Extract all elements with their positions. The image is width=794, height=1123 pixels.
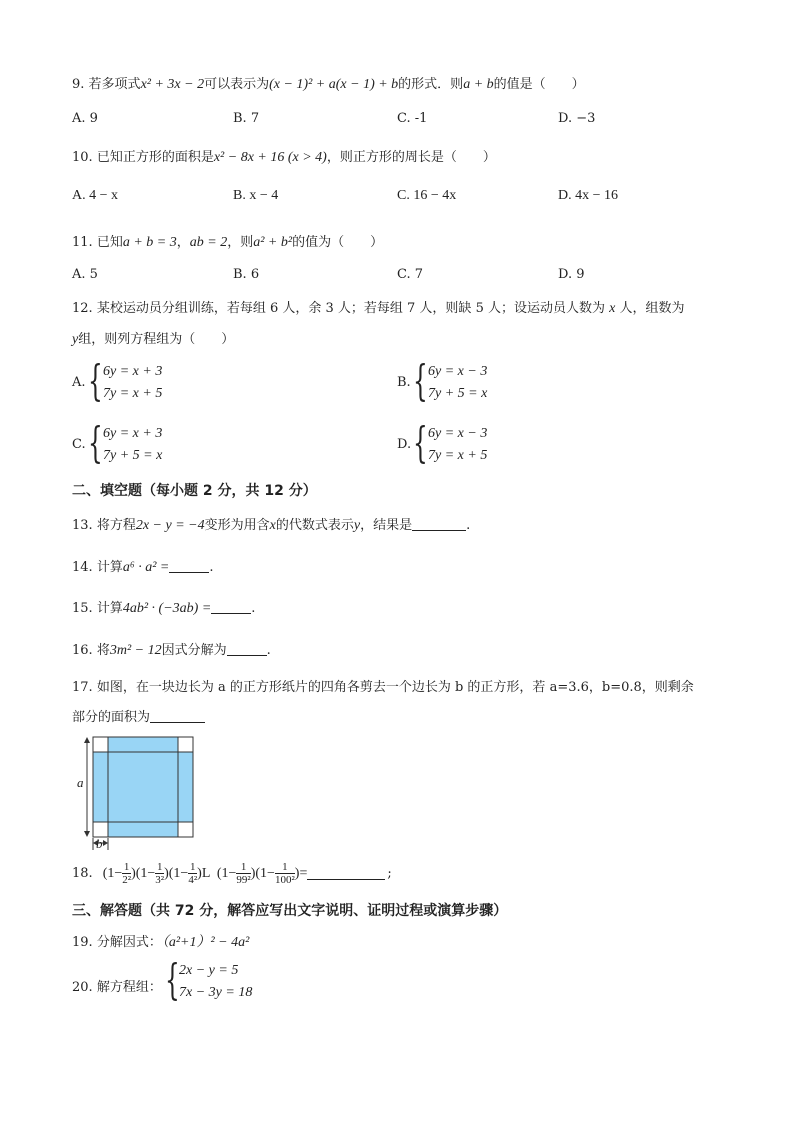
question-12-line-1	[72, 297, 685, 317]
q18-end: ;	[387, 866, 392, 881]
q12-option-b-system	[428, 361, 487, 405]
q12-option-d-brace: {	[413, 418, 428, 467]
q11-text-3: ，则	[227, 235, 254, 250]
q13-var-y: y	[353, 518, 361, 533]
question-10	[72, 146, 496, 166]
q12-option-c-label: C.	[72, 437, 86, 452]
q19-expr: （a²+1）² − 4a²	[161, 935, 250, 950]
q12-option-d-label: D.	[397, 437, 412, 452]
q14-end: .	[209, 560, 214, 575]
q9-option-d: D. −3	[558, 111, 596, 126]
q12-option-b-label: B.	[397, 375, 411, 390]
question-9	[72, 73, 585, 93]
q12-text-1: 某校运动员分组训练，若每组 6 人，余 3 人；若每组 7 人，则缺 5 人；设运动员人数为	[96, 301, 605, 316]
q11-text-2: ，	[176, 235, 190, 250]
q10-option-b: B. x − 4	[233, 188, 279, 203]
q16-expr: 3m² − 12	[109, 643, 162, 658]
q11-option-d: D. 9	[558, 267, 585, 282]
q17-corner-square-br	[178, 822, 193, 837]
q20-brace: {	[165, 955, 180, 1004]
q15-end: .	[251, 601, 256, 616]
q12-option-a-eq2: 7y = x + 5	[103, 386, 163, 401]
q13-text-4: ，结果是	[360, 518, 413, 533]
section-2-heading: 二、填空题（每小题 2 分，共 12 分）	[72, 483, 317, 499]
q18-fraction-2: $\frac{1}{\text{3²}}$	[155, 861, 165, 886]
q16-end: .	[266, 643, 271, 658]
q13-answer-blank[interactable]	[412, 518, 466, 531]
question-14	[72, 556, 214, 576]
q18-fraction-1: $\frac{1}{\text{2²}}$	[122, 861, 132, 886]
q13-text-2: 变形为用含	[204, 518, 270, 533]
question-19	[72, 931, 249, 951]
q20-eq1: 2x − y = 5	[179, 963, 239, 978]
q17-label-b: b	[96, 836, 103, 851]
q10-expr-1: x² − 8x + 16 (x > 4)	[213, 150, 327, 165]
q20-text-1: 解方程组：	[96, 980, 162, 995]
q12-option-b-eq2: 7y + 5 = x	[428, 386, 488, 401]
q12-text-2: 组，则列方程组为（ ）	[78, 332, 235, 347]
question-17-line-1	[72, 676, 694, 695]
q14-number: 14.	[72, 560, 93, 575]
q12-option-a-label: A.	[72, 375, 86, 390]
q11-text-4: 的值为（ ）	[292, 235, 384, 250]
q15-answer-blank[interactable]	[211, 601, 251, 614]
q11-number: 11.	[72, 235, 93, 250]
q12-option-a-eq1: 6y = x + 3	[103, 364, 163, 379]
q18-part-0: (1−	[102, 865, 123, 881]
q9-option-c: C. -1	[397, 111, 428, 126]
q9-text-1: 若多项式	[88, 77, 141, 92]
q16-text-2: 因式分解为	[161, 643, 227, 658]
q11-text-1: 已知	[96, 235, 123, 250]
q10-text-2: ，则正方形的周长是（ ）	[326, 150, 496, 165]
q20-system	[179, 960, 252, 1004]
q17-square-figure	[72, 732, 198, 852]
q13-number: 13.	[72, 518, 93, 533]
q9-expr-2: (x − 1)² + a(x − 1) + b	[269, 77, 399, 92]
q12-var-x: x	[609, 301, 616, 316]
q10-option-c: C. 16 − 4x	[397, 188, 457, 203]
question-13	[72, 514, 470, 534]
q12-option-d-system	[428, 423, 487, 467]
q12-option-a-brace: {	[88, 356, 103, 405]
q11-option-b: B. 6	[233, 267, 260, 282]
q11-option-a: A. 5	[72, 267, 98, 282]
q17-label-a: a	[77, 775, 84, 790]
q9-expr-3: a + b	[463, 77, 494, 92]
q9-expr-1: x² + 3x − 2	[140, 77, 205, 92]
q19-text-1: 分解因式：	[96, 935, 162, 950]
q16-text-1: 将	[96, 643, 110, 658]
q13-var-x: x	[269, 518, 276, 533]
question-18	[72, 861, 392, 886]
q12-option-a-system	[103, 361, 162, 405]
q11-expr-3: a² + b²	[253, 235, 293, 250]
q11-expr-2: ab = 2	[189, 235, 228, 250]
q13-end: .	[466, 518, 471, 533]
q18-part-9: )L (1−	[197, 865, 237, 881]
question-16	[72, 639, 271, 659]
question-15	[72, 597, 255, 617]
q12-option-c-eq2: 7y + 5 = x	[103, 448, 163, 463]
q17-text-1: 如图，在一块边长为 a 的正方形纸片的四角各剪去一个边长为 b 的正方形，若 a=3.6，b=0.8，则剩余	[96, 680, 694, 695]
q11-option-c: C. 7	[397, 267, 424, 282]
section-3-heading: 三、解答题（共 72 分，解答应写出文字说明、证明过程或演算步骤）	[72, 903, 508, 919]
q18-part-6: )(1−	[164, 865, 189, 881]
q13-text-3: 的代数式表示	[275, 518, 354, 533]
q16-number: 16.	[72, 643, 93, 658]
q11-expr-1: a + b = 3	[122, 235, 177, 250]
q17-text-2: 部分的面积为	[72, 710, 151, 725]
q9-option-b: B. 7	[233, 111, 260, 126]
q9-text-4: 的值是（ ）	[493, 77, 585, 92]
q16-answer-blank[interactable]	[227, 643, 267, 656]
q12-option-c-brace: {	[88, 418, 103, 467]
q12-text-1-end: 人，组数为	[619, 301, 685, 316]
question-20	[72, 976, 162, 995]
q10-text-1: 已知正方形的面积是	[96, 150, 214, 165]
q12-option-c-system	[103, 423, 162, 467]
q18-fraction-5: $\frac{1}{\text{100²}}$	[274, 861, 295, 886]
q13-expr: 2x − y = −4	[135, 518, 205, 533]
q9-option-a: A. 9	[72, 111, 98, 126]
question-12-line-2	[72, 328, 234, 348]
q17-corner-square-tl	[93, 737, 108, 752]
q18-part-12: )(1−	[250, 865, 275, 881]
q18-part-3: )(1−	[131, 865, 156, 881]
q18-number: 18.	[72, 866, 93, 881]
q18-fraction-4: $\frac{1}{\text{99²}}$	[236, 861, 251, 886]
q12-option-b-brace: {	[413, 356, 428, 405]
q12-number: 12.	[72, 301, 93, 316]
q18-fraction-3: $\frac{1}{\text{4²}}$	[188, 861, 198, 886]
q10-option-d: D. 4x − 16	[558, 188, 619, 203]
q9-text-2: 可以表示为	[204, 77, 270, 92]
q20-eq2: 7x − 3y = 18	[179, 985, 253, 1000]
q12-option-d-eq2: 7y = x + 5	[428, 448, 488, 463]
q12-option-c-eq1: 6y = x + 3	[103, 426, 163, 441]
q14-answer-blank[interactable]	[169, 560, 209, 573]
q10-option-a: A. 4 − x	[72, 188, 119, 203]
q19-number: 19.	[72, 935, 93, 950]
q12-option-d-eq1: 6y = x − 3	[428, 426, 488, 441]
q15-expr: 4ab² · (−3ab) =	[122, 601, 212, 616]
q15-number: 15.	[72, 601, 93, 616]
q14-expr: a⁶ · a² =	[122, 560, 170, 575]
q17-answer-blank[interactable]	[150, 710, 205, 723]
question-17-line-2	[72, 706, 205, 725]
q10-number: 10.	[72, 150, 93, 165]
q13-text-1: 将方程	[96, 518, 136, 533]
q14-text-1: 计算	[96, 560, 123, 575]
q9-number: 9.	[72, 77, 85, 92]
q18-part-15: )=	[294, 865, 308, 881]
question-11	[72, 231, 383, 251]
q18-answer-blank[interactable]	[307, 867, 385, 880]
q12-var-y: y	[72, 332, 79, 347]
q20-number: 20.	[72, 980, 93, 995]
q9-text-3: 的形式．则	[398, 77, 464, 92]
q17-corner-square-tr	[178, 737, 193, 752]
q12-option-b-eq1: 6y = x − 3	[428, 364, 488, 379]
q17-number: 17.	[72, 680, 93, 695]
q15-text-1: 计算	[96, 601, 123, 616]
q17-corner-square-bl	[93, 822, 108, 837]
